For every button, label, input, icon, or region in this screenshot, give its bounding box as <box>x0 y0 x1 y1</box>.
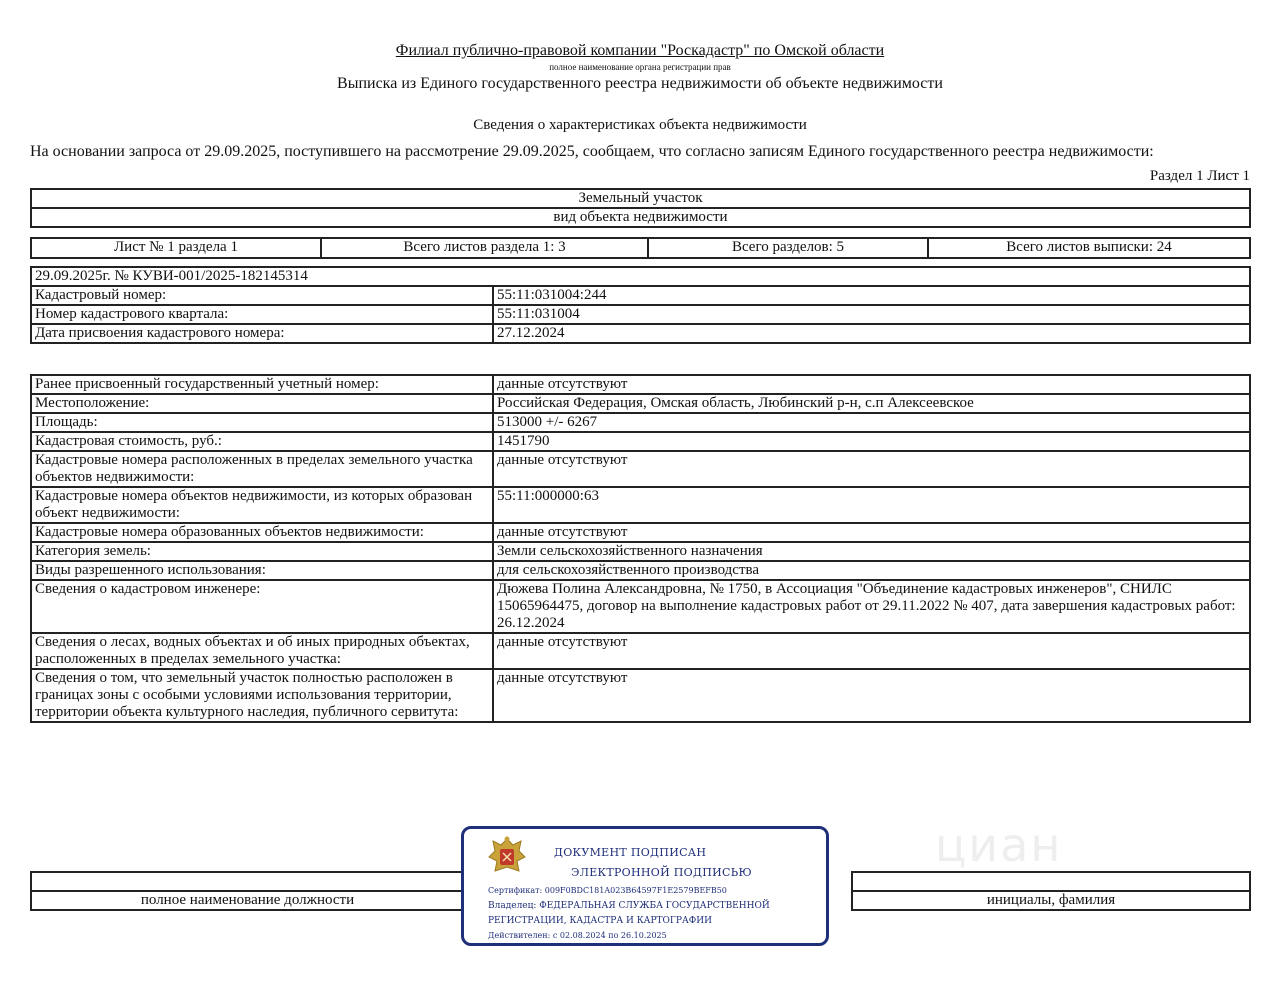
table-row <box>31 305 1250 324</box>
row-value: данные отсутствуют <box>493 451 1250 487</box>
row-value: Российская Федерация, Омская область, Любинский р-н, с.п Алексеевское <box>493 394 1250 413</box>
row-label: Категория земель: <box>31 542 493 561</box>
table-row <box>31 432 1250 451</box>
document-title: Выписка из Единого государственного реестра недвижимости об объекте недвижимости <box>337 75 943 92</box>
row-label: Кадастровая стоимость, руб.: <box>31 432 493 451</box>
row-label: Кадастровый номер: <box>31 286 493 305</box>
row-value: 1451790 <box>493 432 1250 451</box>
row-label: Кадастровые номера расположенных в пределах земельного участка объектов недвижимости: <box>31 451 493 487</box>
row-value: 55:11:031004:244 <box>493 286 1250 305</box>
row-value: данные отсутствуют <box>493 523 1250 542</box>
basis-text: На основании запроса от 29.09.2025, поступившего на рассмотрение 29.09.2025, сообщаем, что согласно записям Единого государственного реестра недвижимости: <box>30 143 1154 160</box>
table-row <box>31 286 1250 305</box>
object-kind-value: Земельный участок <box>31 189 1250 208</box>
table-row <box>31 375 1250 394</box>
main-info-table-1 <box>30 266 1251 344</box>
watermark: циан <box>935 818 1063 872</box>
document-number: 29.09.2025г. № КУВИ-001/2025-182145314 <box>31 267 1250 286</box>
stamp-owner-line1: Владелец: ФЕДЕРАЛЬНАЯ СЛУЖБА ГОСУДАРСТВЕННОЙ <box>488 901 770 911</box>
name-caption: инициалы, фамилия <box>852 891 1250 910</box>
table-row <box>31 451 1250 487</box>
row-value: данные отсутствуют <box>493 633 1250 669</box>
row-label: Кадастровые номера объектов недвижимости, из которых образован объект недвижимости: <box>31 487 493 523</box>
sheet-info-table <box>30 237 1251 259</box>
row-value: 55:11:000000:63 <box>493 487 1250 523</box>
position-field <box>31 872 464 891</box>
main-info-table-2 <box>30 374 1251 723</box>
table-row <box>31 542 1250 561</box>
stamp-validity: Действителен: с 02.08.2024 по 26.10.2025 <box>488 931 667 940</box>
row-label: Виды разрешенного использования: <box>31 561 493 580</box>
table-row <box>31 394 1250 413</box>
row-label: Ранее присвоенный государственный учетный номер: <box>31 375 493 394</box>
electronic-signature-stamp <box>461 826 829 946</box>
organization-caption: полное наименование органа регистрации прав <box>549 62 731 72</box>
total-sheets: Всего листов выписки: 24 <box>928 238 1250 258</box>
table-row <box>31 413 1250 432</box>
row-value: 55:11:031004 <box>493 305 1250 324</box>
row-label: Местоположение: <box>31 394 493 413</box>
object-kind-table <box>30 188 1251 228</box>
coat-of-arms-icon <box>486 835 528 879</box>
position-caption: полное наименование должности <box>31 891 464 910</box>
row-label: Площадь: <box>31 413 493 432</box>
object-kind-caption: вид объекта недвижимости <box>31 208 1250 227</box>
stamp-title-line2: ЭЛЕКТРОННОЙ ПОДПИСЬЮ <box>571 866 752 879</box>
table-row <box>31 487 1250 523</box>
row-value: данные отсутствуют <box>493 375 1250 394</box>
table-row <box>31 580 1250 633</box>
row-label: Дата присвоения кадастрового номера: <box>31 324 493 343</box>
row-label: Сведения о кадастровом инженере: <box>31 580 493 633</box>
row-value: для сельскохозяйственного производства <box>493 561 1250 580</box>
row-value: данные отсутствуют <box>493 669 1250 722</box>
name-field <box>852 872 1250 891</box>
row-label: Кадастровые номера образованных объектов недвижимости: <box>31 523 493 542</box>
row-value: Дюжева Полина Александровна, № 1750, в Ассоциация "Объединение кадастровых инженеров", СНИЛС 15065964475, договор на выполнение кадастровых работ от 29.11.2022 № 407, дата завершения кадастровых работ: 26.12.2024 <box>493 580 1250 633</box>
row-label: Сведения о лесах, водных объектах и об иных природных объектах, расположенных в пределах земельного участка: <box>31 633 493 669</box>
row-label: Сведения о том, что земельный участок полностью расположен в границах зоны с особыми условиями использования территории, территории объекта культурного наследия, публичного сервитута: <box>31 669 493 722</box>
organization-name: Филиал публично-правовой компании "Роскадастр" по Омской области <box>395 42 885 59</box>
row-value: 513000 +/- 6267 <box>493 413 1250 432</box>
stamp-title-line1: ДОКУМЕНТ ПОДПИСАН <box>554 846 707 859</box>
stamp-owner-line2: РЕГИСТРАЦИИ, КАДАСТРА И КАРТОГРАФИИ <box>488 916 712 926</box>
table-row <box>31 324 1250 343</box>
row-value: Земли сельскохозяйственного назначения <box>493 542 1250 561</box>
row-label: Номер кадастрового квартала: <box>31 305 493 324</box>
total-sections: Всего разделов: 5 <box>648 238 928 258</box>
table-row <box>31 669 1250 722</box>
row-value: 27.12.2024 <box>493 324 1250 343</box>
table-row <box>31 633 1250 669</box>
sheet-number: Лист № 1 раздела 1 <box>31 238 321 258</box>
table-row <box>31 523 1250 542</box>
section-title: Сведения о характеристиках объекта недвижимости <box>473 117 807 133</box>
stamp-certificate: Сертификат: 009F0BDC181A023B64597F1E2579BEFB50 <box>488 886 727 895</box>
table-row <box>31 561 1250 580</box>
page-reference: Раздел 1 Лист 1 <box>1149 168 1250 184</box>
total-sheets-section: Всего листов раздела 1: 3 <box>321 238 648 258</box>
